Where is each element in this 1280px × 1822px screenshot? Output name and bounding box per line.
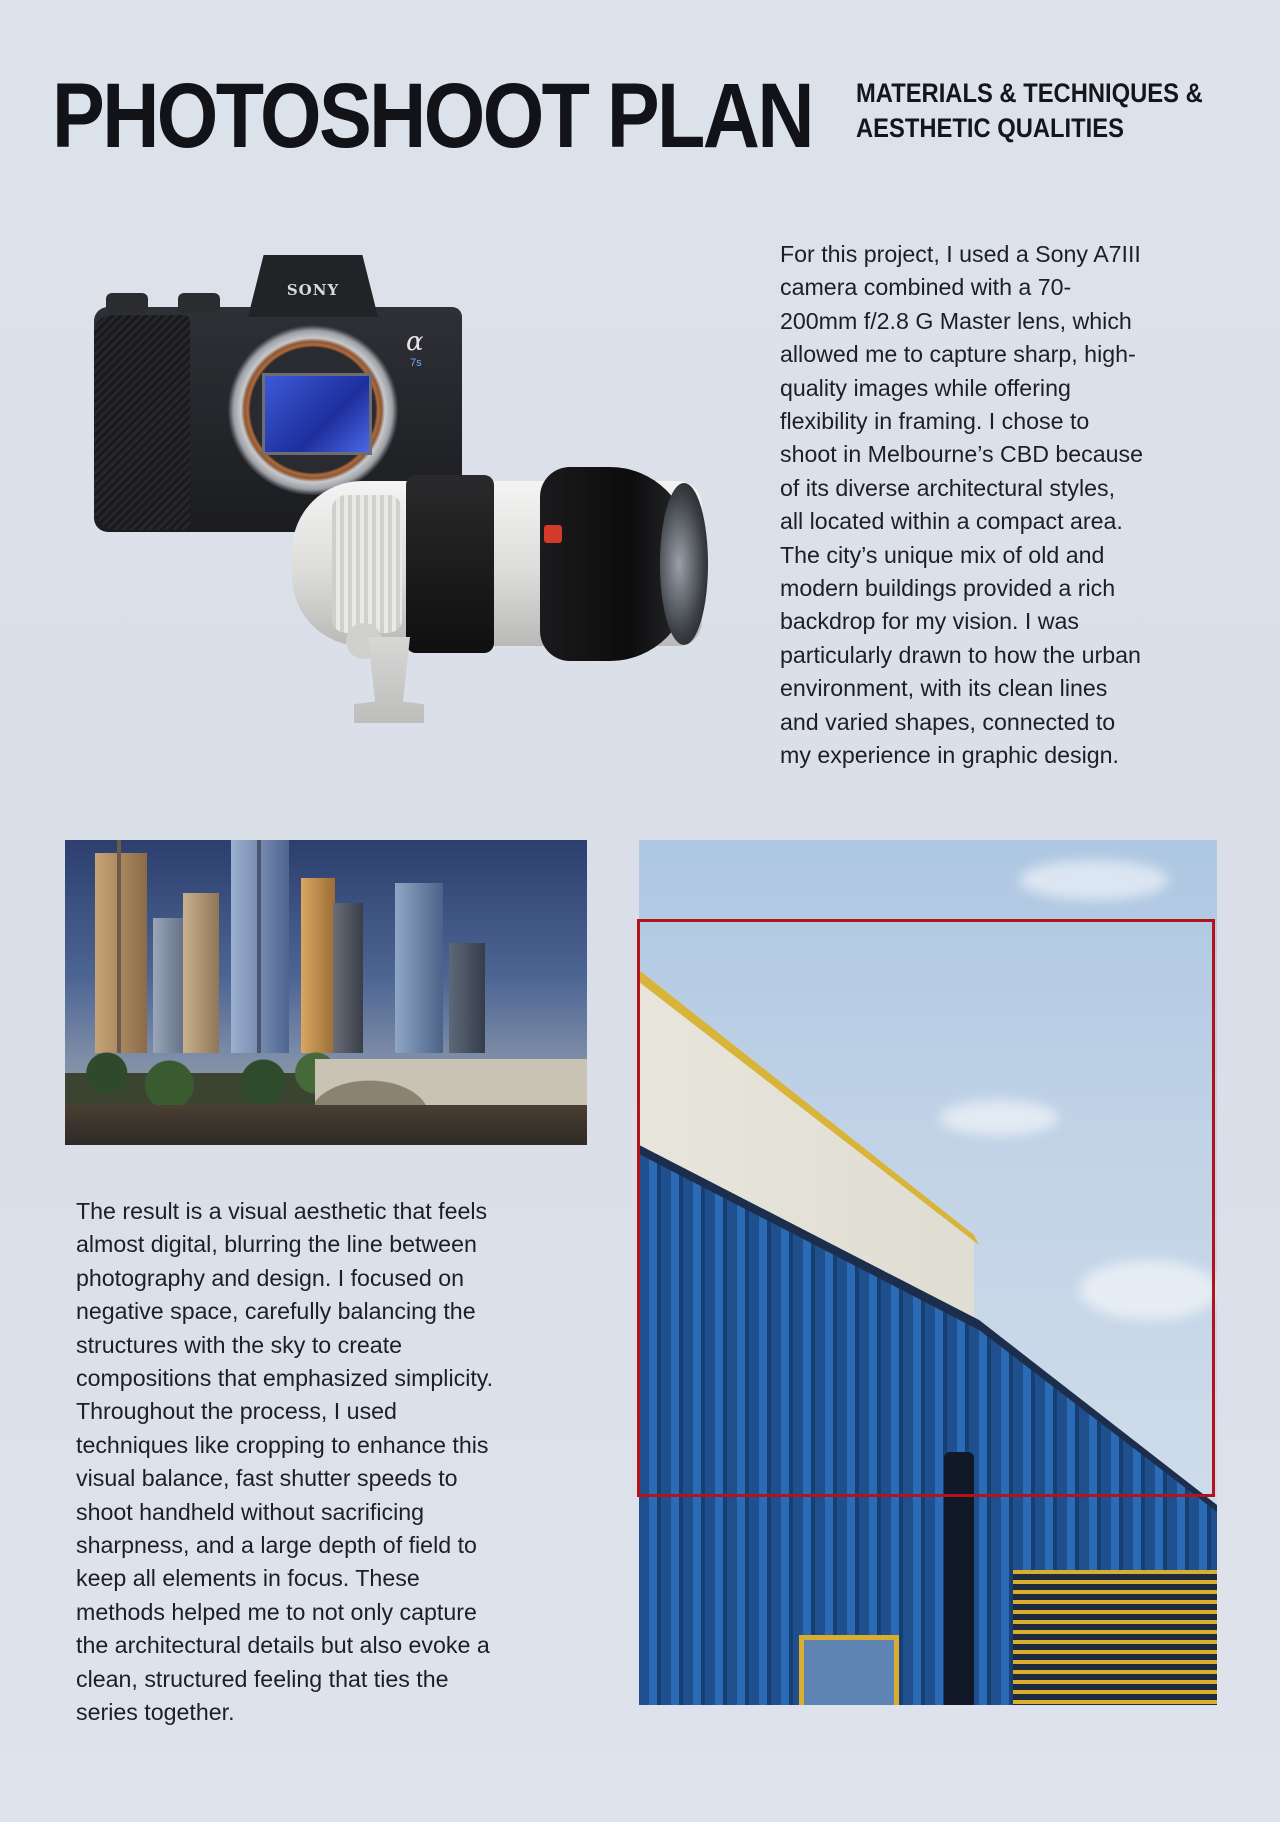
subtitle-line-1: MATERIALS & TECHNIQUES & — [856, 78, 1203, 108]
skyline-spire — [257, 840, 261, 1053]
skyline-building — [183, 893, 219, 1053]
result-paragraph: The result is a visual aesthetic that feels almost digital, blurring the line between photography and design. I focused on negative space, carefully balancing the structures with the sky to create compositions that emphasized simplicity. Throughout the process, I used techniques like cropping to enhance this visual balance, fast shutter speeds to shoot handheld without sacrificing sharpness, and a large depth of field to keep all elements in focus. These methods helped me to not only capture the architectural details but also evoke a clean, structured feeling that ties the series together. — [76, 1198, 494, 1726]
page-subtitle — [856, 76, 1226, 146]
skyline-building — [449, 943, 485, 1053]
camera-grip — [94, 315, 190, 530]
skyline-spire — [117, 840, 121, 1053]
cloud — [1019, 860, 1169, 900]
g-master-badge-icon — [544, 525, 562, 543]
princes-bridge — [315, 1059, 587, 1111]
camera-model-mark: α — [406, 327, 424, 357]
yarra-river — [65, 1105, 587, 1145]
intro-paragraph: For this project, I used a Sony A7III camera combined with a 70- 200mm f/2.8 G Master lens, which allowed me to capture sharp, high- quality images while offering flexibility in framing. I chose to shoot in Melbourne’s CBD because of its diverse architectural styles, all located within a compact area. The city’s unique mix of old and modern buildings provided a rich backdrop for my vision. I was particularly drawn to how the urban environment, with its clean lines and varied shapes, connected to my experience in graphic design. — [780, 241, 1144, 769]
subtitle-line-2: AESTHETIC QUALITIES — [856, 113, 1124, 143]
window-louvers — [1013, 1570, 1217, 1705]
camera-sensor — [262, 373, 372, 455]
building-window — [799, 1635, 899, 1705]
skyline-building — [95, 853, 147, 1053]
camera-lens-image — [70, 245, 730, 735]
lens-zoom-ring — [332, 495, 402, 633]
page-title: PHOTOSHOOT PLAN — [52, 65, 812, 167]
melbourne-skyline-photo — [65, 840, 587, 1145]
lens-glass — [660, 483, 708, 645]
camera-brand-label: SONY — [286, 281, 340, 299]
camera-dial — [106, 293, 148, 313]
crop-frame-box — [637, 919, 1215, 1497]
skyline-building — [153, 918, 187, 1053]
camera-model-sub: 7s — [410, 357, 422, 369]
skyline-building — [301, 878, 335, 1053]
lens-focus-ring — [406, 475, 494, 653]
skyline-building — [333, 903, 363, 1053]
skyline-building — [395, 883, 443, 1053]
camera-dial — [178, 293, 220, 313]
